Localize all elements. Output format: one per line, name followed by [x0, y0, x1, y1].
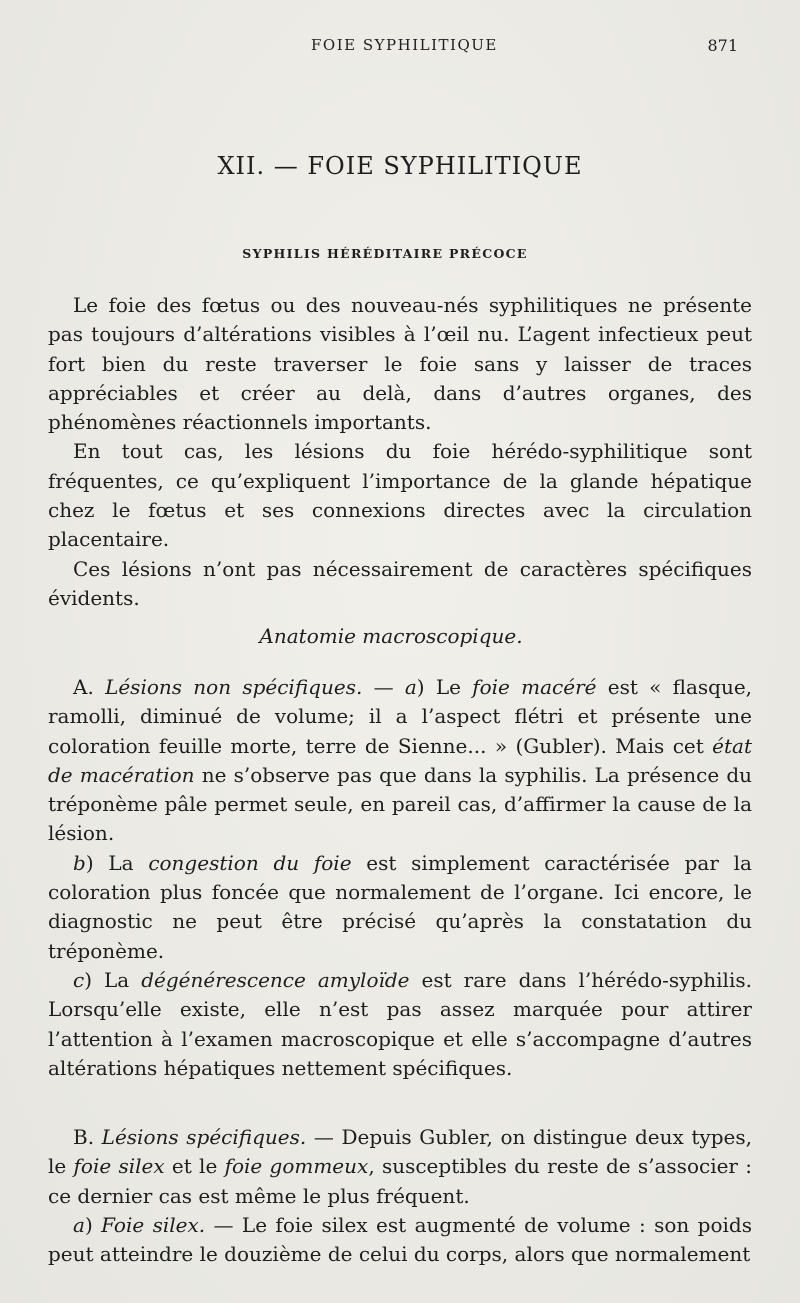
- text-run: est simplement caractérisée par la coloration plus foncée que normalement de l’organe. Ici encore, le diagnostic ne peut être précisé qu’après la constatation du tréponème.: [48, 850, 752, 963]
- section-heading: SYPHILIS HÉRÉDITAIRE PRÉCOCE: [242, 246, 528, 261]
- section-b: [48, 1123, 752, 1269]
- text-run: , susceptibles du reste de s’associer : ce dernier cas est même le plus fréquent.: [48, 1154, 752, 1208]
- page-number: 871: [707, 36, 738, 55]
- paragraph-item-b: [48, 849, 752, 966]
- paragraph-item-c: [48, 966, 752, 1083]
- term: congestion du foie: [148, 850, 352, 875]
- text-run: est « flasque, ramolli, diminué de volume; il a l’aspect flétri et présente une coloration feuille morte, terre de Sienne... » (Gubler). Mais cet: [48, 675, 753, 758]
- item-marker: a: [404, 675, 417, 699]
- section-a: [48, 673, 752, 1083]
- text-run: ) La: [84, 967, 142, 992]
- text-run: et le: [164, 1154, 225, 1179]
- paragraph: Le foie des fœtus ou des nouveau-nés syphilitiques ne présente pas toujours d’altérations visibles à l’œil nu. L’agent infectieux peut fort bien du reste traverser le foie sans y laisser de traces appréciables et créer au delà, dans d’autres organes, des phénomènes réactionnels importants.: [48, 293, 752, 435]
- section-label: A.: [73, 675, 106, 699]
- paragraph: En tout cas, les lésions du foie hérédo-syphilitique sont fréquentes, ce qu’expliquent l’importance de la glande hépatique chez le fœtus et ses connexions directes avec la circulation placentaire.: [48, 439, 752, 552]
- subheading: Anatomie macroscopique.: [259, 624, 523, 648]
- text-run: — Depuis Gubler, on distingue deux types, le: [48, 1125, 752, 1179]
- term: dégénérescence amyloïde: [141, 967, 410, 992]
- section-title: Lésions spécifiques.: [101, 1125, 307, 1149]
- paragraph-item-a: [48, 1211, 752, 1270]
- text-run: — Le foie silex est augmenté de volume : son poids peut atteindre le douzième de celui du corps, alors que normalement: [48, 1212, 752, 1267]
- term: foie gommeux: [224, 1154, 369, 1179]
- text-run: ) La: [85, 850, 149, 875]
- intro-text: [48, 291, 752, 613]
- text-run: est rare dans l’hérédo-syphilis. Lorsqu’elle existe, elle n’est pas assez marquée pour attirer l’attention à l’examen macroscopique et elle s’accompagne d’autres altérations hépatiques nettement spécifiques.: [48, 967, 752, 1080]
- section-title: Lésions non spécifiques.: [105, 675, 363, 699]
- paragraph-section-b: [48, 1123, 752, 1211]
- term: Foie silex.: [101, 1212, 206, 1237]
- item-marker: a: [73, 1212, 85, 1237]
- section-label: B.: [73, 1125, 102, 1149]
- term: foie silex: [73, 1154, 165, 1179]
- paragraph-section-a: [48, 673, 752, 849]
- text-run: ): [84, 1212, 102, 1237]
- item-marker: b: [73, 850, 86, 875]
- term: état de macération: [48, 733, 752, 787]
- paragraph: Ces lésions n’ont pas nécessairement de caractères spécifiques évidents.: [48, 556, 752, 610]
- running-head-title: FOIE SYPHILITIQUE: [311, 36, 498, 54]
- chapter-title: XII. — FOIE SYPHILITIQUE: [217, 152, 583, 180]
- item-marker: c: [73, 967, 85, 992]
- term: foie macéré: [472, 675, 597, 699]
- text-run: ne s’observe pas que dans la syphilis. La présence du tréponème pâle permet seule, en pareil cas, d’affirmer la cause de la lésion.: [48, 762, 753, 846]
- running-head: [0, 36, 800, 60]
- text-run: ) Le: [416, 675, 473, 699]
- text-run: —: [362, 675, 405, 699]
